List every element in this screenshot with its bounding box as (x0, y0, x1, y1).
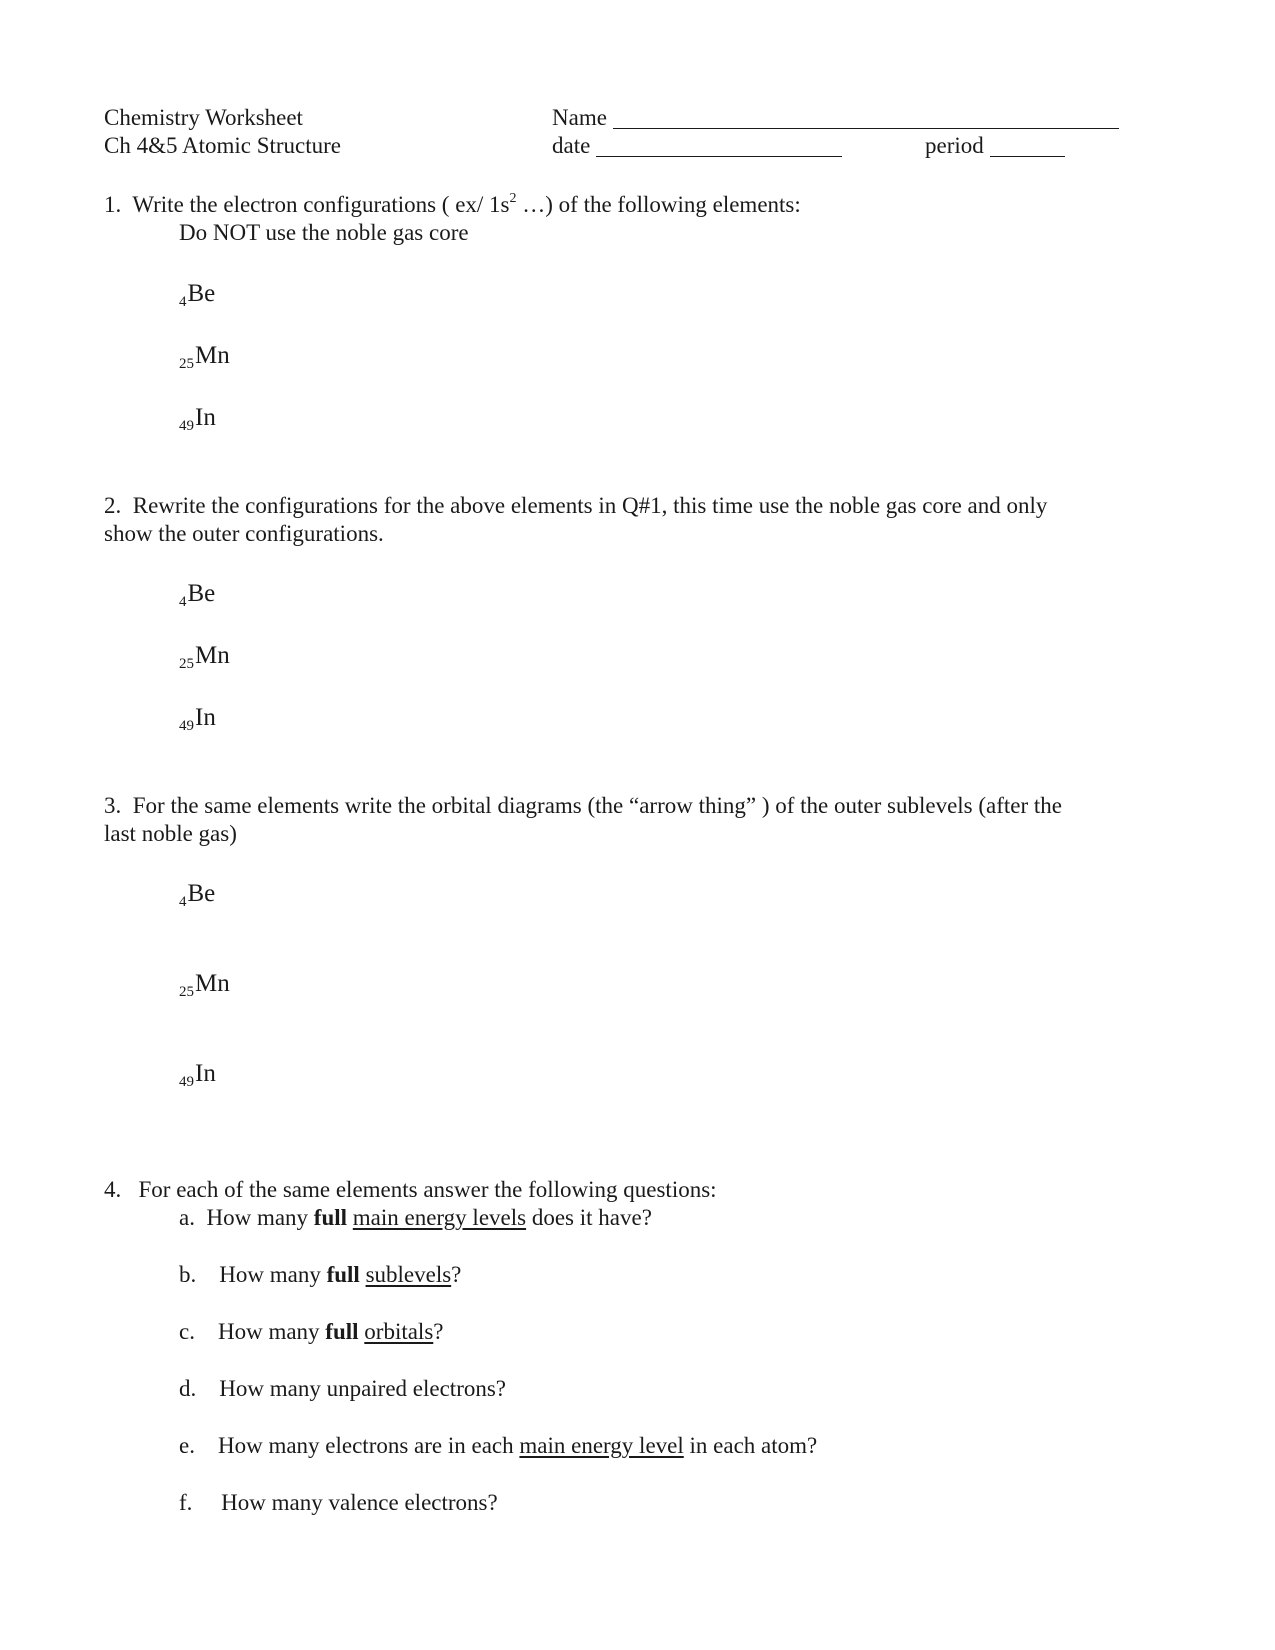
text: How many (217, 1319, 326, 1344)
element-symbol: Be (187, 280, 216, 307)
text: How many electrons are in each (217, 1433, 520, 1458)
question-1-text-before: Write the electron configurations ( ex/ 1s (132, 192, 510, 217)
element-symbol: Mn (195, 642, 230, 669)
question-2-prompt (104, 494, 1047, 517)
subquestion-b (179, 1263, 461, 1286)
atomic-number: 49 (179, 718, 194, 734)
atomic-number: 25 (179, 356, 194, 372)
element-symbol: Be (187, 580, 216, 607)
element-symbol: In (195, 404, 216, 431)
text: in each atom? (683, 1433, 818, 1458)
subquestion-letter: a. (179, 1205, 195, 1230)
subquestion-letter: f. (179, 1490, 193, 1515)
name-field[interactable] (552, 106, 1119, 129)
period-field[interactable] (925, 134, 1065, 157)
date-blank-line[interactable] (596, 155, 842, 157)
element-mn (179, 642, 230, 672)
question-number: 3. (104, 793, 122, 818)
date-field[interactable] (552, 134, 842, 157)
text: ? (433, 1319, 444, 1344)
bold-text: full (326, 1262, 360, 1287)
question-1-text-after: …) of the following elements: (516, 192, 801, 217)
subquestion-a (179, 1206, 652, 1229)
superscript: 2 (509, 191, 517, 206)
element-symbol: Mn (195, 342, 230, 369)
element-mn (179, 342, 230, 372)
question-number: 4. (104, 1177, 122, 1202)
bold-text: full (313, 1205, 348, 1230)
question-2-line-2: show the outer configurations. (104, 521, 384, 546)
question-2-line-1: Rewrite the configurations for the above elements in Q#1, this time use the noble gas core and only (132, 493, 1048, 518)
underlined-text: main energy levels (352, 1205, 527, 1230)
question-4-intro: For each of the same elements answer the following questions: (138, 1177, 717, 1202)
subquestion-letter: d. (179, 1376, 197, 1401)
period-blank-line[interactable] (990, 155, 1065, 157)
atomic-number: 25 (179, 984, 194, 1000)
date-label: date (552, 133, 591, 158)
underlined-text: sublevels (365, 1262, 452, 1287)
subquestion-c (179, 1320, 444, 1343)
subquestion-e (179, 1434, 817, 1457)
text: How many valence electrons? (221, 1490, 498, 1515)
atomic-number: 4 (179, 894, 187, 910)
question-1-prompt (104, 193, 801, 216)
subquestion-letter: e. (179, 1433, 195, 1458)
element-in (179, 404, 216, 434)
atomic-number: 49 (179, 1074, 194, 1090)
element-mn (179, 970, 230, 1000)
text: How many (219, 1262, 327, 1287)
element-be (179, 580, 216, 610)
question-1-note: Do NOT use the noble gas core (179, 220, 469, 245)
atomic-number: 25 (179, 656, 194, 672)
element-in (179, 704, 216, 734)
atomic-number: 4 (179, 594, 187, 610)
text: does it have? (526, 1205, 652, 1230)
worksheet-subtitle: Ch 4&5 Atomic Structure (104, 133, 342, 158)
underlined-text: orbitals (364, 1319, 434, 1344)
element-be (179, 280, 216, 310)
bold-text: full (325, 1319, 359, 1344)
element-symbol: In (195, 1060, 216, 1087)
question-number: 2. (104, 493, 122, 518)
subquestion-letter: c. (179, 1319, 195, 1344)
subquestion-d (179, 1377, 506, 1400)
text: ? (451, 1262, 462, 1287)
question-3-line-1: For the same elements write the orbital diagrams (the “arrow thing” ) of the outer sublevels (after the (132, 793, 1063, 818)
question-3-prompt (104, 794, 1062, 817)
text: How many unpaired electrons? (219, 1376, 507, 1401)
name-label: Name (552, 105, 607, 130)
worksheet-title: Chemistry Worksheet (104, 105, 303, 130)
subquestion-f (179, 1491, 498, 1514)
element-symbol: Be (187, 880, 216, 907)
question-number: 1. (104, 192, 122, 217)
element-symbol: In (195, 704, 216, 731)
element-be (179, 880, 216, 910)
element-symbol: Mn (195, 970, 230, 997)
question-3-line-2: last noble gas) (104, 821, 237, 846)
underlined-text: main energy level (519, 1433, 684, 1458)
subquestion-letter: b. (179, 1262, 197, 1287)
text: How many (206, 1205, 314, 1230)
element-in (179, 1060, 216, 1090)
question-4-prompt (104, 1178, 717, 1201)
name-blank-line[interactable] (613, 127, 1119, 129)
atomic-number: 4 (179, 294, 187, 310)
period-label: period (925, 133, 984, 158)
atomic-number: 49 (179, 418, 194, 434)
